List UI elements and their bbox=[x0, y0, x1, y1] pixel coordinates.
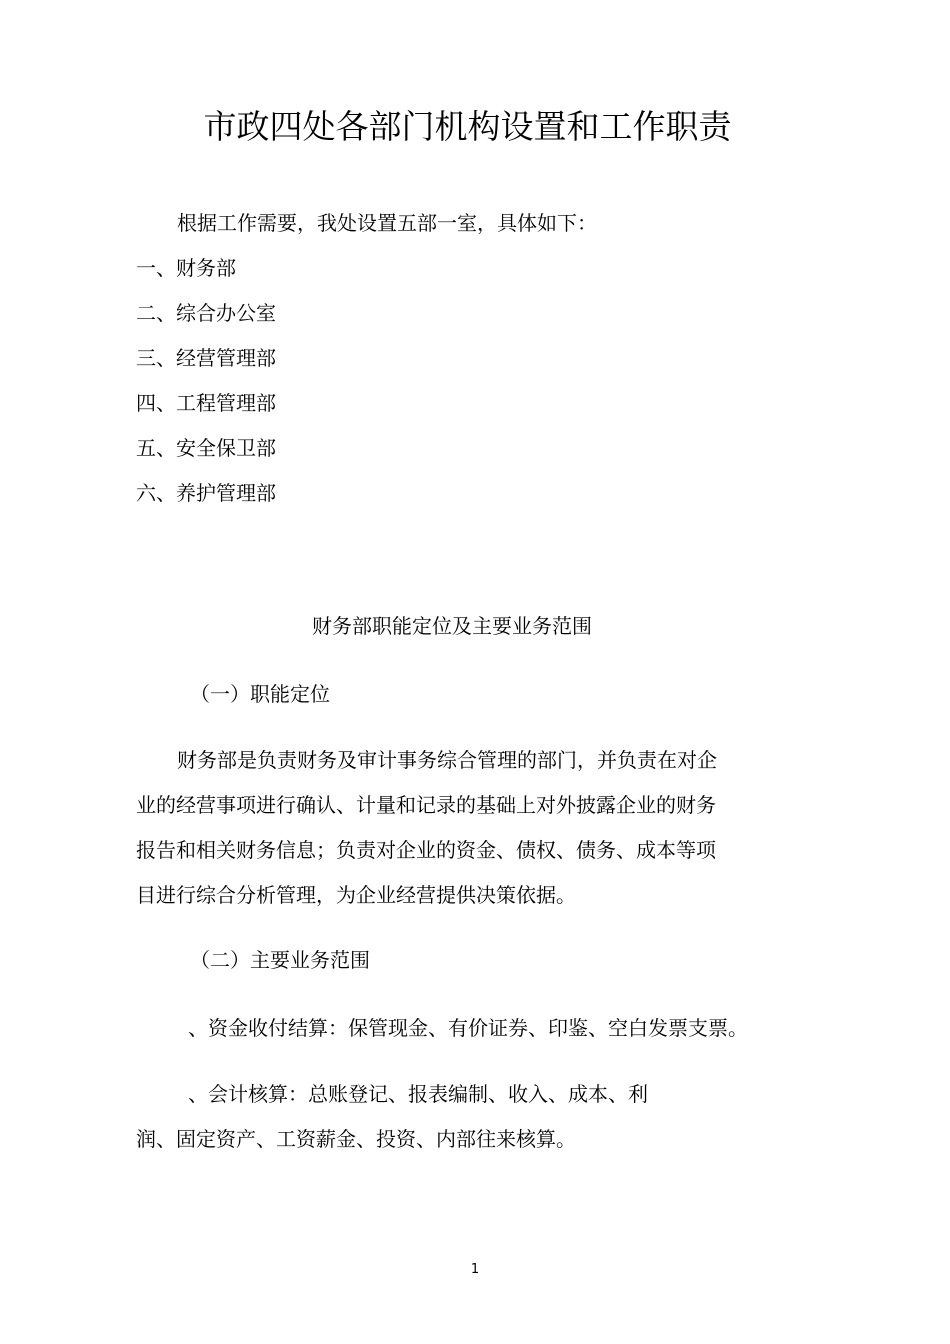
page-number: 1 bbox=[470, 1262, 480, 1277]
document-title: 市政四处各部门机构设置和工作职责 bbox=[203, 107, 732, 146]
intro-paragraph: 根据工作需要，我处设置五部一室，具体如下： bbox=[177, 211, 597, 235]
paragraph-line: 润、固定资产、工资薪金、投资、内部往来核算。 bbox=[136, 1127, 576, 1151]
department-item: 二、综合办公室 bbox=[136, 301, 276, 325]
department-item: 四、工程管理部 bbox=[136, 391, 276, 415]
paragraph-line: 财务部是负责财务及审计事务综合管理的部门，并负责在对企 bbox=[177, 748, 717, 772]
paragraph-line: 目进行综合分析管理，为企业经营提供决策依据。 bbox=[136, 883, 576, 907]
subsection-heading-scope: （二）主要业务范围 bbox=[190, 948, 370, 972]
department-item: 一、财务部 bbox=[136, 256, 236, 280]
subsection-heading-positioning: （一）职能定位 bbox=[190, 682, 330, 706]
paragraph-line: 报告和相关财务信息；负责对企业的资金、债权、债务、成本等项 bbox=[136, 838, 716, 862]
scope-item-funds: 、资金收付结算：保管现金、有价证券、印鉴、空白发票支票。 bbox=[188, 1016, 748, 1040]
department-item: 五、安全保卫部 bbox=[136, 436, 276, 460]
paragraph-line: 业的经营事项进行确认、计量和记录的基础上对外披露企业的财务 bbox=[136, 793, 716, 817]
department-item: 三、经营管理部 bbox=[136, 346, 276, 370]
department-item: 六、养护管理部 bbox=[136, 481, 276, 505]
paragraph-line: 、会计核算：总账登记、报表编制、收入、成本、利 bbox=[188, 1082, 648, 1106]
section-title: 财务部职能定位及主要业务范围 bbox=[312, 614, 592, 638]
